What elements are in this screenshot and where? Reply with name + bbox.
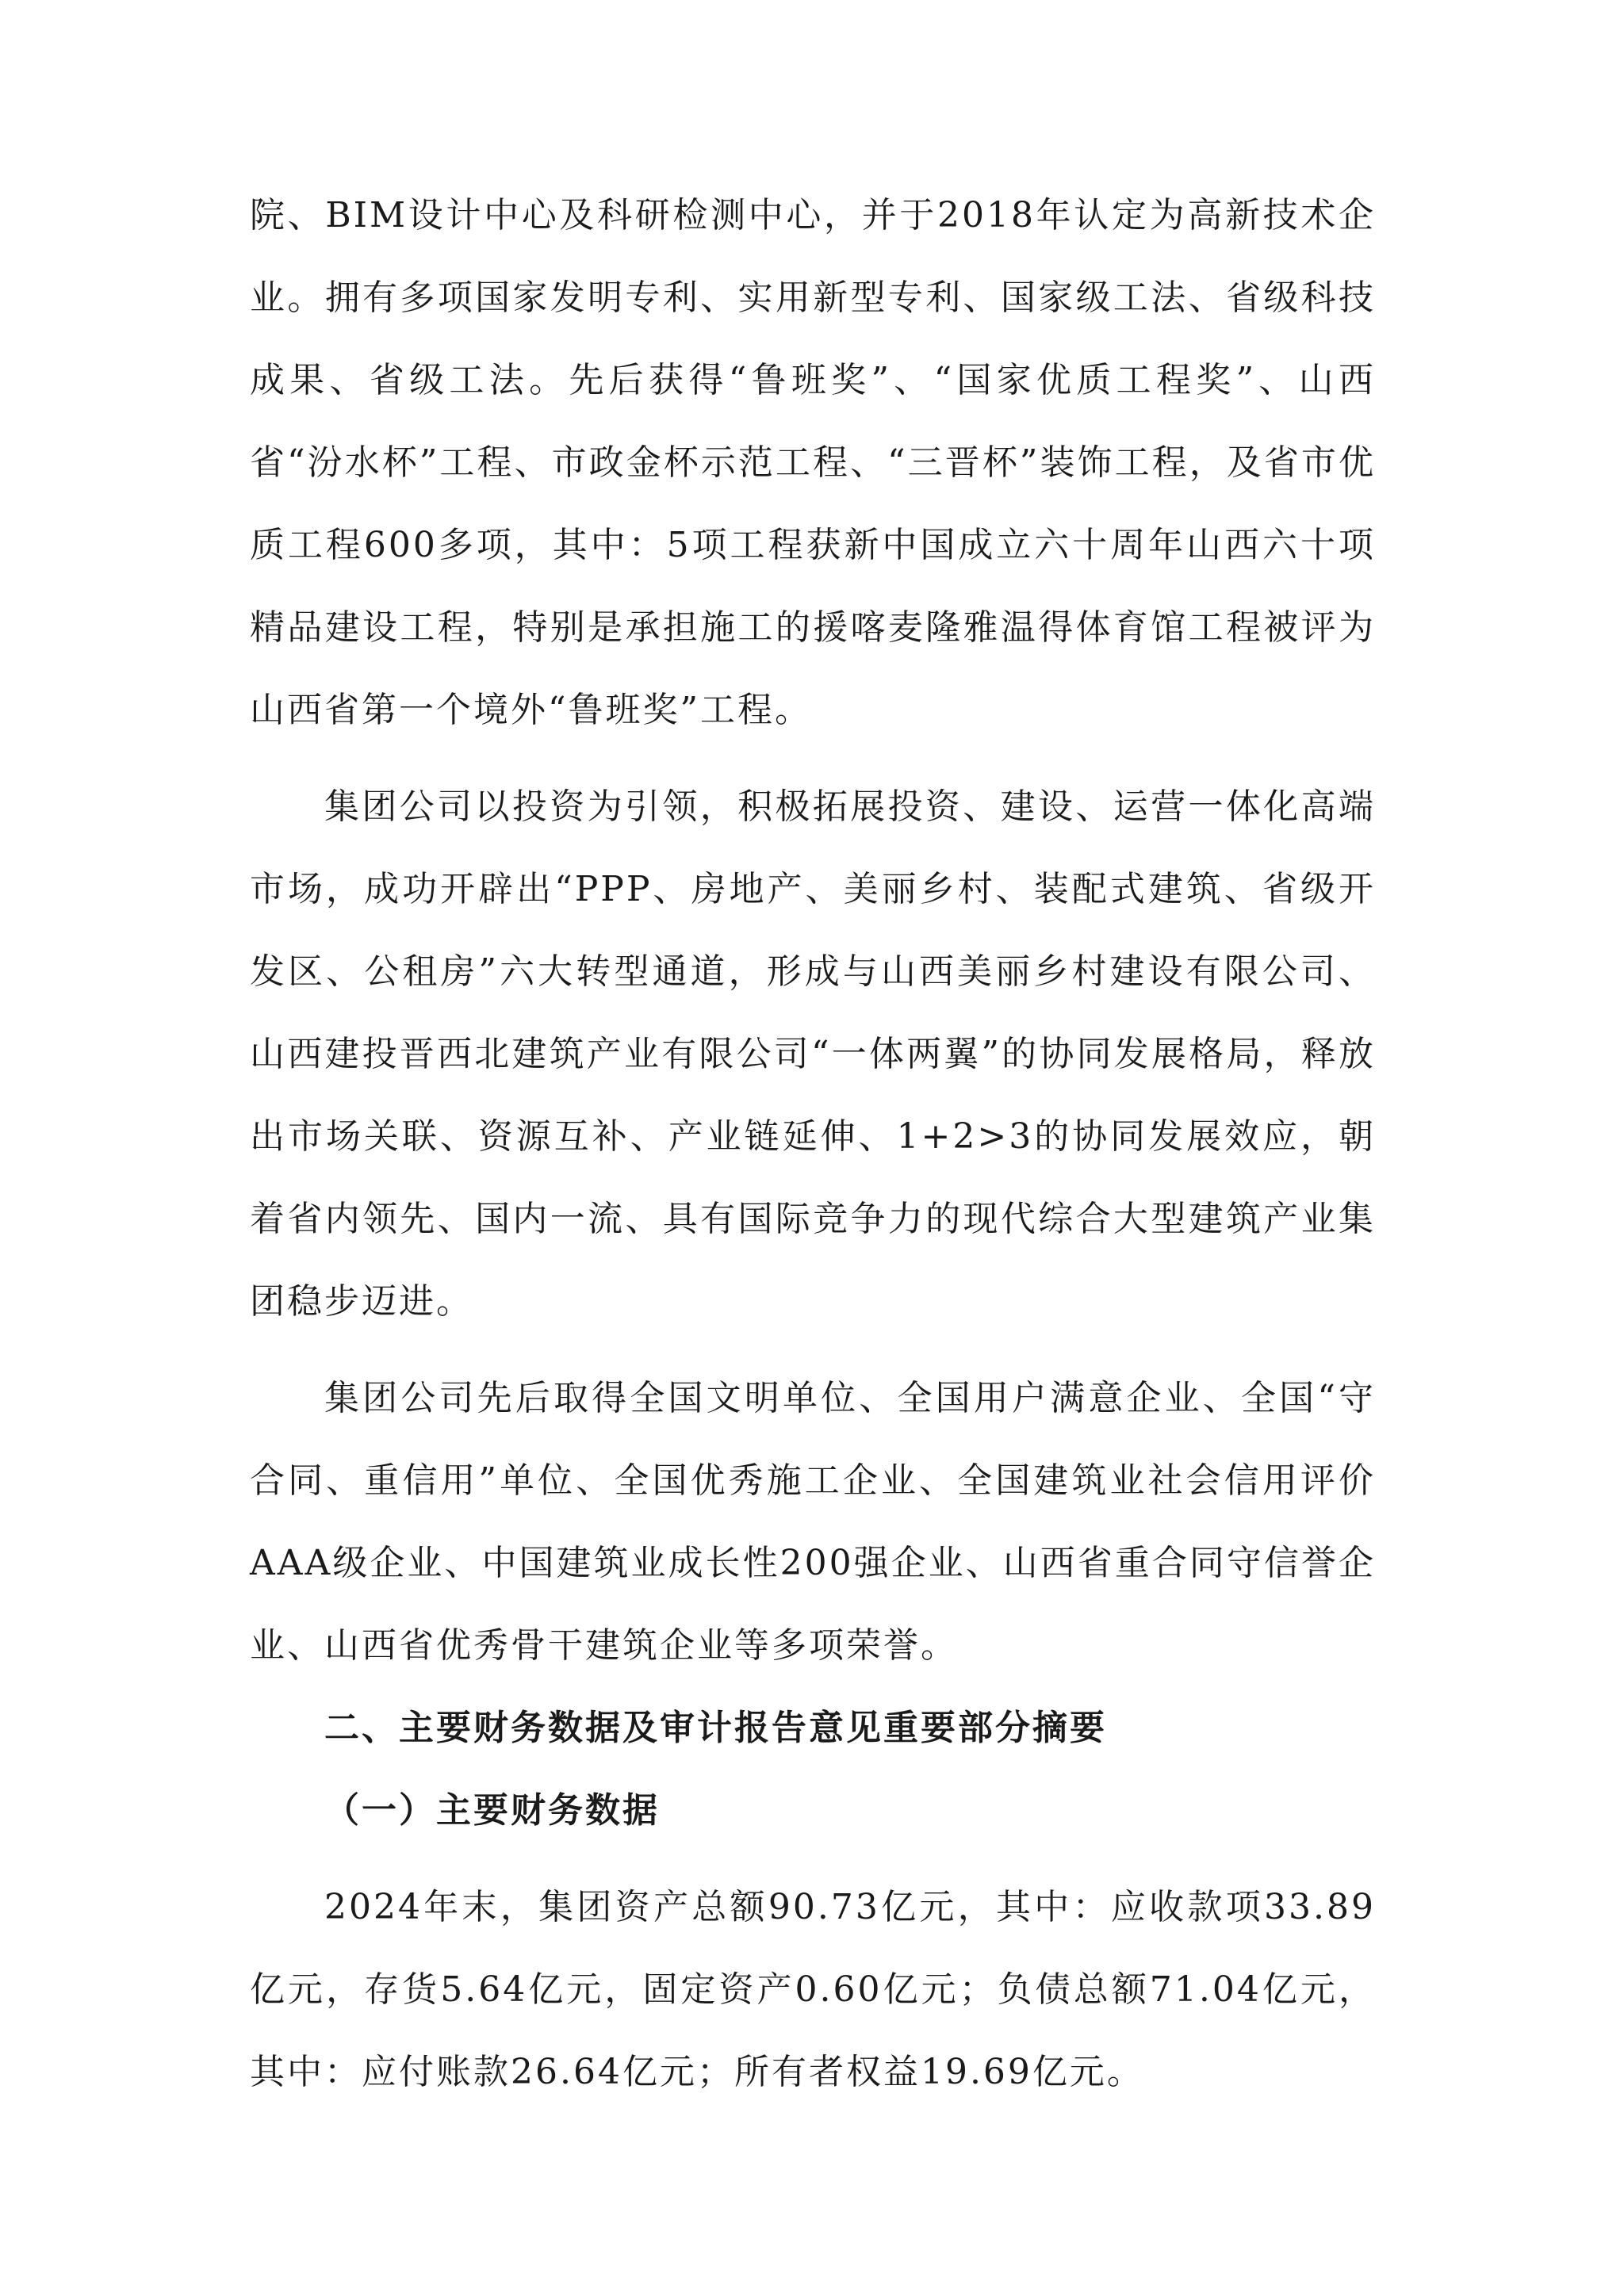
paragraph-rd-capabilities: 院、BIM设计中心及科研检测中心，并于2018年认定为高新技术企业。拥有多项国家发明专利、实用新型专利、国家级工法、省级科技成果、省级工法。先后获得“鲁班奖”、“国家优质工程奖”、山西省“汾水杯”工程、市政金杯示范工程、“三晋杯”装饰工程，及省市优质工程600多项，其中：5项工程获新中国成立六十周年山西六十项精品建设工程，特别是承担施工的援喀麦隆雅温得体育馆工程被评为山西省第一个境外“鲁班奖”工程。	[250, 195, 1376, 730]
section-heading: 二、主要财务数据及审计报告意见重要部分摘要	[324, 1708, 1107, 1748]
paragraph-investment-strategy: 集团公司以投资为引领，积极拓展投资、建设、运营一体化高端市场，成功开辟出“PPP、房地产、美丽乡村、装配式建筑、省级开发区、公租房”六大转型通道，形成与山西美丽乡村建设有限公司、山西建投晋西北建筑产业有限公司“一体两翼”的协同发展格局，释放出市场关联、资源互补、产业链延伸、1+2>3的协同发展效应，朝着省内领先、国内一流、具有国际竞争力的现代综合大型建筑产业集团稳步迈进。	[250, 786, 1376, 1322]
subsection-heading: （一）主要财务数据	[324, 1790, 660, 1831]
paragraph-financial-data: 2024年末，集团资产总额90.73亿元，其中：应收款项33.89亿元，存货5.64亿元，固定资产0.60亿元；负债总额71.04亿元，其中：应付账款26.64亿元；所有者权益19.69亿元。	[250, 1887, 1376, 2092]
document-page	[250, 174, 1376, 2114]
paragraph-honors: 集团公司先后取得全国文明单位、全国用户满意企业、全国“守合同、重信用”单位、全国优秀施工企业、全国建筑业社会信用评价AAA级企业、中国建筑业成长性200强企业、山西省重合同守信誉企业、山西省优秀骨干建筑企业等多项荣誉。	[250, 1378, 1376, 1666]
